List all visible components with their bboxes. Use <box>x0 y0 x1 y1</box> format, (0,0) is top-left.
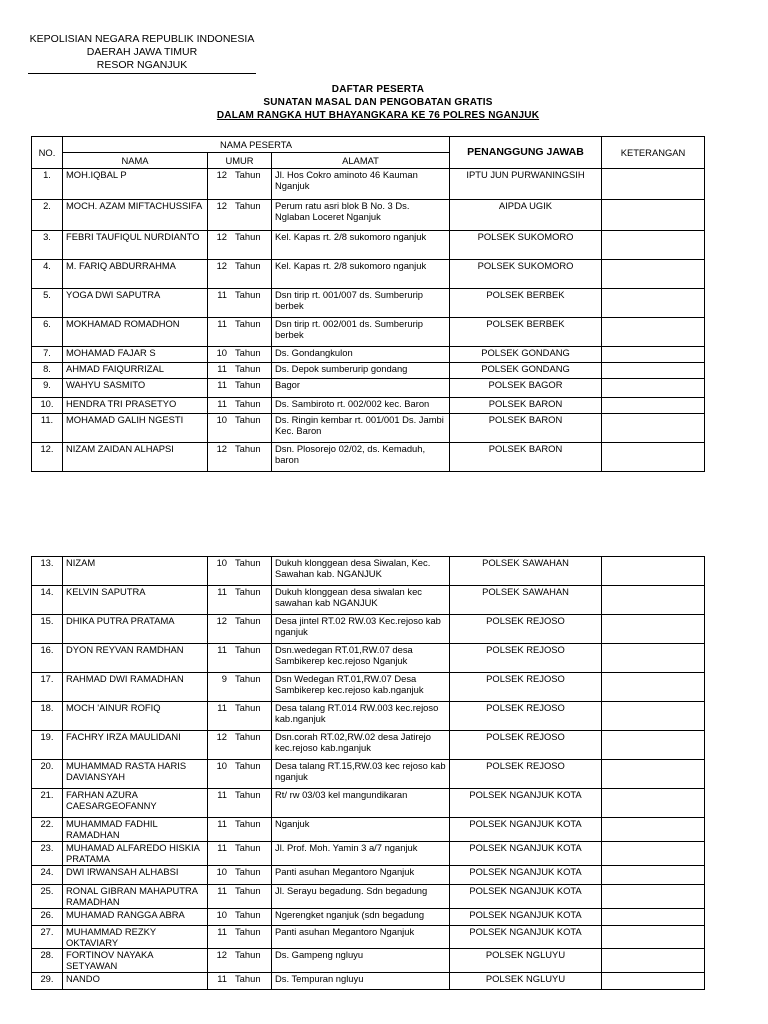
age-unit: Tahun <box>235 231 261 242</box>
col-no-header: NO. <box>32 137 63 169</box>
notes-cell <box>602 789 705 818</box>
participant-name: MOKHAMAD ROMADHON <box>63 318 208 347</box>
responsible-party: POLSEK SUKOMORO <box>450 260 602 289</box>
row-number: 8. <box>32 363 63 379</box>
age-value: 11 <box>217 586 227 597</box>
table-row <box>32 586 705 615</box>
participant-address: Dsn.wedegan RT.01,RW.07 desa Sambikerep kec.rejoso Nganjuk <box>272 644 450 673</box>
row-number: 6. <box>32 318 63 347</box>
age-value: 11 <box>217 842 227 853</box>
org-region: DAERAH JAWA TIMUR <box>86 46 198 58</box>
responsible-party: POLSEK BARON <box>450 414 602 443</box>
participant-address: Ngerengket nganjuk (sdn begadung <box>272 909 450 926</box>
notes-cell <box>602 231 705 260</box>
participant-age <box>208 260 272 289</box>
participant-address: Rt/ rw 03/03 kel mangundikaran <box>272 789 450 818</box>
row-number: 16. <box>32 644 63 673</box>
notes-cell <box>602 615 705 644</box>
table-row <box>32 926 705 949</box>
table-row <box>32 973 705 990</box>
participant-name: M. FARIQ ABDURRAHMA <box>63 260 208 289</box>
row-number: 25. <box>32 885 63 909</box>
participants-table-2 <box>31 556 705 990</box>
participant-age <box>208 398 272 414</box>
age-unit: Tahun <box>235 842 261 853</box>
notes-cell <box>602 586 705 615</box>
participant-address: Kel. Kapas rt. 2/8 sukomoro nganjuk <box>272 231 450 260</box>
participant-address: Desa talang RT.014 RW.003 kec.rejoso kab.nganjuk <box>272 702 450 731</box>
col-notes-header: KETERANGAN <box>602 137 705 169</box>
participant-age <box>208 909 272 926</box>
age-unit: Tahun <box>235 557 261 568</box>
notes-cell <box>602 731 705 760</box>
row-number: 26. <box>32 909 63 926</box>
table-row <box>32 443 705 472</box>
row-number: 20. <box>32 760 63 789</box>
participant-name: NIZAM ZAIDAN ALHAPSI <box>63 443 208 472</box>
notes-cell <box>602 289 705 318</box>
responsible-party: POLSEK NGANJUK KOTA <box>450 866 602 885</box>
participant-age <box>208 443 272 472</box>
table-row <box>32 702 705 731</box>
participant-address: Dukuh klonggean desa Siwalan, Kec. Sawahan kab. NGANJUK <box>272 557 450 586</box>
table-row <box>32 789 705 818</box>
participant-age <box>208 169 272 200</box>
row-number: 22. <box>32 818 63 842</box>
age-value: 12 <box>216 731 227 742</box>
age-value: 11 <box>217 818 227 829</box>
participant-name: RONAL GIBRAN MAHAPUTRA RAMADHAN <box>63 885 208 909</box>
age-unit: Tahun <box>235 926 261 937</box>
participant-age <box>208 363 272 379</box>
responsible-party: POLSEK REJOSO <box>450 760 602 789</box>
notes-cell <box>602 557 705 586</box>
participant-age <box>208 885 272 909</box>
participant-age <box>208 760 272 789</box>
col-responsible-header: PENANGGUNG JAWAB <box>450 137 602 169</box>
doc-subtitle: SUNATAN MASAL DAN PENGOBATAN GRATIS <box>263 97 493 108</box>
responsible-party: POLSEK GONDANG <box>450 363 602 379</box>
responsible-party: POLSEK NGANJUK KOTA <box>450 926 602 949</box>
participant-name: DHIKA PUTRA PRATAMA <box>63 615 208 644</box>
age-value: 12 <box>216 615 227 626</box>
col-name-header: NAMA <box>63 153 208 169</box>
responsible-party: POLSEK REJOSO <box>450 673 602 702</box>
participant-address: Ds. Gondangkulon <box>272 347 450 363</box>
row-number: 27. <box>32 926 63 949</box>
notes-cell <box>602 398 705 414</box>
age-unit: Tahun <box>235 866 261 877</box>
participant-age <box>208 673 272 702</box>
participant-address: Ds. Ringin kembar rt. 001/001 Ds. Jambi Kec. Baron <box>272 414 450 443</box>
participant-name: FORTINOV NAYAKA SETYAWAN <box>63 949 208 973</box>
doc-occasion: DALAM RANGKA HUT BHAYANGKARA KE 76 POLRES NGANJUK <box>216 110 540 121</box>
age-value: 11 <box>217 318 227 329</box>
age-unit: Tahun <box>235 789 261 800</box>
responsible-party: POLSEK NGLUYU <box>450 973 602 990</box>
participant-address: Jl. Prof. Moh. Yamin 3 a/7 nganjuk <box>272 842 450 866</box>
responsible-party: POLSEK SUKOMORO <box>450 231 602 260</box>
row-number: 2. <box>32 200 63 231</box>
age-unit: Tahun <box>235 414 261 425</box>
participant-age <box>208 702 272 731</box>
row-number: 5. <box>32 289 63 318</box>
age-value: 10 <box>216 866 227 877</box>
row-number: 3. <box>32 231 63 260</box>
age-unit: Tahun <box>235 586 261 597</box>
table-row <box>32 949 705 973</box>
participant-age <box>208 318 272 347</box>
participant-name: FACHRY IRZA MAULIDANI <box>63 731 208 760</box>
table-row <box>32 414 705 443</box>
age-value: 11 <box>217 379 227 390</box>
responsible-party: POLSEK NGLUYU <box>450 949 602 973</box>
participant-address: Panti asuhan Megantoro Nganjuk <box>272 926 450 949</box>
table-row <box>32 200 705 231</box>
table-row <box>32 169 705 200</box>
participant-name: MOCH 'AINUR ROFIQ <box>63 702 208 731</box>
notes-cell <box>602 443 705 472</box>
participant-age <box>208 414 272 443</box>
age-value: 10 <box>216 414 227 425</box>
participant-age <box>208 866 272 885</box>
responsible-party: POLSEK GONDANG <box>450 347 602 363</box>
participant-address: Kel. Kapas rt. 2/8 sukomoro nganjuk <box>272 260 450 289</box>
notes-cell <box>602 866 705 885</box>
participant-address: Desa talang RT.15,RW.03 kec rejoso kab nganjuk <box>272 760 450 789</box>
age-value: 11 <box>217 289 227 300</box>
table-2-body <box>32 557 705 990</box>
row-number: 9. <box>32 379 63 398</box>
participant-name: FARHAN AZURA CAESARGEOFANNY <box>63 789 208 818</box>
age-value: 9 <box>221 673 227 684</box>
org-name: KEPOLISIAN NEGARA REPUBLIK INDONESIA <box>29 33 255 45</box>
age-value: 11 <box>217 973 227 984</box>
table-row <box>32 318 705 347</box>
responsible-party: IPTU JUN PURWANINGSIH <box>450 169 602 200</box>
doc-title: DAFTAR PESERTA <box>331 84 425 95</box>
participant-name: MUHAMAD ALFAREDO HISKIA PRATAMA <box>63 842 208 866</box>
responsible-party: POLSEK NGANJUK KOTA <box>450 909 602 926</box>
responsible-party: POLSEK NGANJUK KOTA <box>450 818 602 842</box>
age-value: 12 <box>216 231 227 242</box>
participant-name: NIZAM <box>63 557 208 586</box>
notes-cell <box>602 973 705 990</box>
age-unit: Tahun <box>235 644 261 655</box>
age-value: 12 <box>216 200 227 211</box>
notes-cell <box>602 260 705 289</box>
age-value: 11 <box>217 885 227 896</box>
table-row <box>32 760 705 789</box>
row-number: 28. <box>32 949 63 973</box>
age-value: 11 <box>217 702 227 713</box>
responsible-party: POLSEK BERBEK <box>450 289 602 318</box>
row-number: 21. <box>32 789 63 818</box>
age-unit: Tahun <box>235 949 261 960</box>
table-row <box>32 398 705 414</box>
age-unit: Tahun <box>235 443 261 454</box>
responsible-party: POLSEK SAWAHAN <box>450 557 602 586</box>
responsible-party: POLSEK REJOSO <box>450 731 602 760</box>
notes-cell <box>602 347 705 363</box>
participant-address: Ds. Sambiroto rt. 002/002 kec. Baron <box>272 398 450 414</box>
notes-cell <box>602 363 705 379</box>
age-unit: Tahun <box>235 909 261 920</box>
table-row <box>32 289 705 318</box>
notes-cell <box>602 414 705 443</box>
age-value: 12 <box>216 260 227 271</box>
row-number: 11. <box>32 414 63 443</box>
table-row <box>32 673 705 702</box>
row-number: 19. <box>32 731 63 760</box>
notes-cell <box>602 200 705 231</box>
table-row <box>32 557 705 586</box>
participant-age <box>208 289 272 318</box>
participant-address: Nganjuk <box>272 818 450 842</box>
notes-cell <box>602 673 705 702</box>
participant-age <box>208 926 272 949</box>
participant-name: MOCH. AZAM MIFTACHUSSIFA <box>63 200 208 231</box>
responsible-party: POLSEK REJOSO <box>450 644 602 673</box>
table-row <box>32 363 705 379</box>
col-address-header: ALAMAT <box>272 153 450 169</box>
row-number: 15. <box>32 615 63 644</box>
participant-name: FEBRI TAUFIQUL NURDIANTO <box>63 231 208 260</box>
notes-cell <box>602 318 705 347</box>
age-value: 10 <box>216 909 227 920</box>
age-value: 12 <box>216 169 227 180</box>
participant-age <box>208 731 272 760</box>
participant-name: DWI IRWANSAH ALHABSI <box>63 866 208 885</box>
responsible-party: POLSEK BARON <box>450 443 602 472</box>
participant-address: Jl. Hos Cokro aminoto 46 Kauman Nganjuk <box>272 169 450 200</box>
participant-name: DYON REYVAN RAMDHAN <box>63 644 208 673</box>
table-row <box>32 866 705 885</box>
age-unit: Tahun <box>235 398 261 409</box>
table-row <box>32 731 705 760</box>
participant-age <box>208 557 272 586</box>
row-number: 4. <box>32 260 63 289</box>
participant-age <box>208 231 272 260</box>
participant-address: Panti asuhan Megantoro Nganjuk <box>272 866 450 885</box>
responsible-party: POLSEK BAGOR <box>450 379 602 398</box>
notes-cell <box>602 702 705 731</box>
responsible-party: POLSEK SAWAHAN <box>450 586 602 615</box>
participant-name: WAHYU SASMITO <box>63 379 208 398</box>
participant-name: RAHMAD DWI RAMADHAN <box>63 673 208 702</box>
participant-age <box>208 789 272 818</box>
row-number: 24. <box>32 866 63 885</box>
row-number: 18. <box>32 702 63 731</box>
table-1-body <box>32 169 705 472</box>
participant-address: Dsn Wedegan RT.01,RW.07 Desa Sambikerep kec.rejoso kab.nganjuk <box>272 673 450 702</box>
row-number: 14. <box>32 586 63 615</box>
notes-cell <box>602 644 705 673</box>
age-unit: Tahun <box>235 818 261 829</box>
participant-name: AHMAD FAIQURRIZAL <box>63 363 208 379</box>
table-row <box>32 818 705 842</box>
table-row <box>32 842 705 866</box>
age-unit: Tahun <box>235 673 261 684</box>
responsible-party: POLSEK NGANJUK KOTA <box>450 789 602 818</box>
participant-name: MUHAMMAD RASTA HARIS DAVIANSYAH <box>63 760 208 789</box>
participant-age <box>208 973 272 990</box>
age-unit: Tahun <box>235 260 261 271</box>
age-value: 10 <box>216 760 227 771</box>
table-row <box>32 260 705 289</box>
participant-age <box>208 200 272 231</box>
participant-address: Perum ratu asri blok B No. 3 Ds. Nglaban Loceret Nganjuk <box>272 200 450 231</box>
participant-name: KELVIN SAPUTRA <box>63 586 208 615</box>
letterhead <box>28 33 256 74</box>
participant-age <box>208 347 272 363</box>
participant-address: Dukuh klonggean desa siwalan kec sawahan kab NGANJUK <box>272 586 450 615</box>
notes-cell <box>602 169 705 200</box>
participant-name: MUHAMMAD REZKY OKTAVIARY <box>63 926 208 949</box>
age-value: 10 <box>216 557 227 568</box>
participant-address: Ds. Gampeng ngluyu <box>272 949 450 973</box>
participant-age <box>208 615 272 644</box>
table-row <box>32 379 705 398</box>
age-value: 12 <box>216 443 227 454</box>
participant-age <box>208 644 272 673</box>
participant-name: MOH.IQBAL P <box>63 169 208 200</box>
org-unit: RESOR NGANJUK <box>96 59 188 71</box>
participant-address: Dsn tirip rt. 002/001 ds. Sumberurip berbek <box>272 318 450 347</box>
age-unit: Tahun <box>235 379 261 390</box>
participant-address: Dsn. Plosorejo 02/02, ds. Kemaduh, baron <box>272 443 450 472</box>
notes-cell <box>602 379 705 398</box>
table-row <box>32 615 705 644</box>
table-row <box>32 347 705 363</box>
responsible-party: POLSEK NGANJUK KOTA <box>450 885 602 909</box>
age-unit: Tahun <box>235 169 261 180</box>
notes-cell <box>602 842 705 866</box>
age-unit: Tahun <box>235 200 261 211</box>
row-number: 17. <box>32 673 63 702</box>
age-unit: Tahun <box>235 973 261 984</box>
participant-name: MUHAMAD RANGGA ABRA <box>63 909 208 926</box>
row-number: 7. <box>32 347 63 363</box>
age-value: 11 <box>217 363 227 374</box>
participant-age <box>208 379 272 398</box>
responsible-party: POLSEK REJOSO <box>450 615 602 644</box>
notes-cell <box>602 926 705 949</box>
participant-address: Desa jintel RT.02 RW.03 Kec.rejoso kab nganjuk <box>272 615 450 644</box>
participant-name: MOHAMAD GALIH NGESTI <box>63 414 208 443</box>
participant-age <box>208 949 272 973</box>
age-value: 12 <box>216 949 227 960</box>
age-value: 10 <box>216 347 227 358</box>
age-unit: Tahun <box>235 885 261 896</box>
responsible-party: AIPDA UGIK <box>450 200 602 231</box>
participant-age <box>208 818 272 842</box>
age-unit: Tahun <box>235 731 261 742</box>
participant-name: HENDRA TRI PRASETYO <box>63 398 208 414</box>
participant-address: Dsn tirip rt. 001/007 ds. Sumberurip berbek <box>272 289 450 318</box>
participant-address: Ds. Depok sumberurip gondang <box>272 363 450 379</box>
participant-name: MUHAMMAD FADHIL RAMADHAN <box>63 818 208 842</box>
row-number: 29. <box>32 973 63 990</box>
age-unit: Tahun <box>235 289 261 300</box>
age-value: 11 <box>217 789 227 800</box>
row-number: 10. <box>32 398 63 414</box>
row-number: 12. <box>32 443 63 472</box>
age-unit: Tahun <box>235 702 261 713</box>
participants-table-1 <box>31 136 705 472</box>
participant-address: Dsn.corah RT.02,RW.02 desa Jatirejo kec.rejoso kab.nganjuk <box>272 731 450 760</box>
responsible-party: POLSEK BERBEK <box>450 318 602 347</box>
row-number: 13. <box>32 557 63 586</box>
table-row <box>32 231 705 260</box>
participant-age <box>208 842 272 866</box>
row-number: 1. <box>32 169 63 200</box>
participant-name: NANDO <box>63 973 208 990</box>
table-row <box>32 644 705 673</box>
notes-cell <box>602 818 705 842</box>
participant-address: Bagor <box>272 379 450 398</box>
participant-address: Jl. Serayu begadung. Sdn begadung <box>272 885 450 909</box>
col-age-header: UMUR <box>208 153 272 169</box>
age-unit: Tahun <box>235 615 261 626</box>
age-value: 11 <box>217 644 227 655</box>
responsible-party: POLSEK BARON <box>450 398 602 414</box>
notes-cell <box>602 760 705 789</box>
notes-cell <box>602 949 705 973</box>
letterhead-underline <box>28 73 256 74</box>
participant-name: MOHAMAD FAJAR S <box>63 347 208 363</box>
participant-age <box>208 586 272 615</box>
col-participant-header: NAMA PESERTA <box>63 137 450 153</box>
age-value: 11 <box>217 926 227 937</box>
age-unit: Tahun <box>235 760 261 771</box>
participant-address: Ds. Tempuran ngluyu <box>272 973 450 990</box>
responsible-party: POLSEK REJOSO <box>450 702 602 731</box>
age-unit: Tahun <box>235 363 261 374</box>
age-unit: Tahun <box>235 318 261 329</box>
notes-cell <box>602 885 705 909</box>
row-number: 23. <box>32 842 63 866</box>
age-value: 11 <box>217 398 227 409</box>
age-unit: Tahun <box>235 347 261 358</box>
responsible-party: POLSEK NGANJUK KOTA <box>450 842 602 866</box>
table-row <box>32 885 705 909</box>
participant-name: YOGA DWI SAPUTRA <box>63 289 208 318</box>
table-row <box>32 909 705 926</box>
notes-cell <box>602 909 705 926</box>
